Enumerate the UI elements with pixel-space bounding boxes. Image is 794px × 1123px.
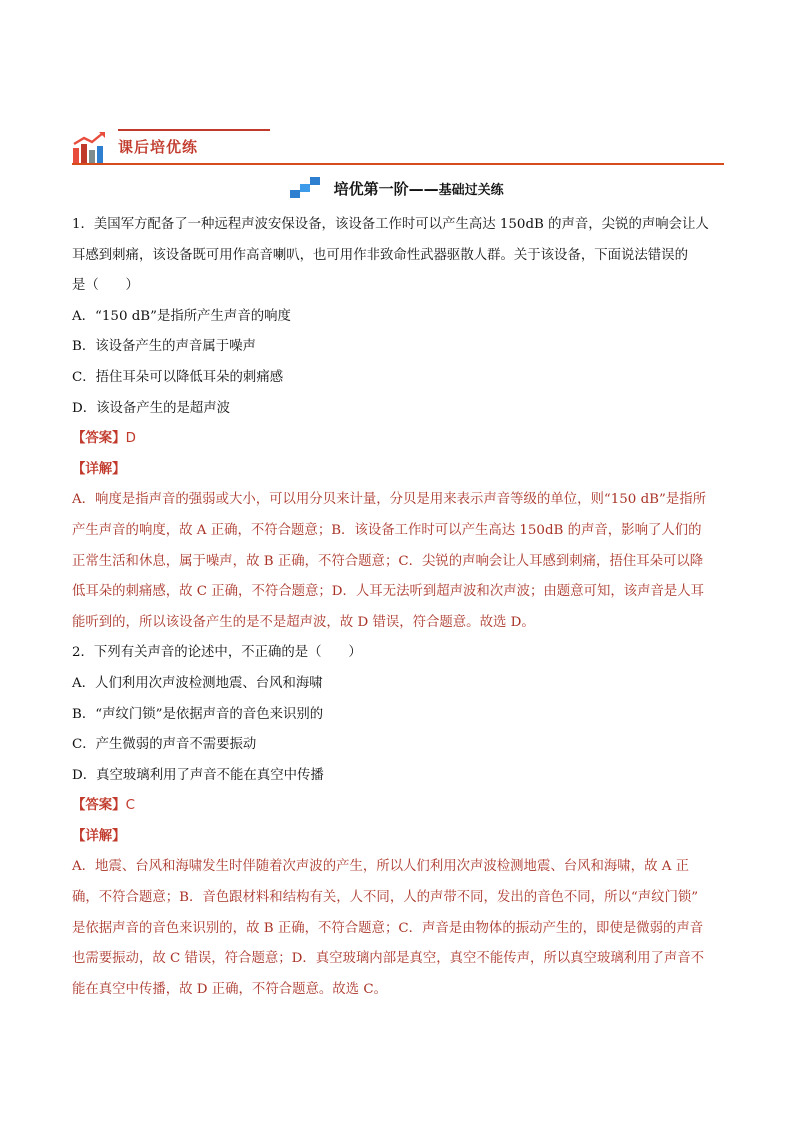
answer (72, 424, 722, 455)
detail-line: 能听到的，所以该设备产生的是不是超声波，故 D 错误，符合题意。故选 D。 (72, 614, 535, 630)
detail-line: 也需要振动，故 C 错误，符合题意；D．真空玻璃内部是真空，真空不能传声，所以真空玻璃利用了声音不 (72, 951, 705, 967)
answer-label: 【答案】 (72, 798, 126, 814)
detail-heading (72, 455, 722, 486)
detail-line: A．地震、台风和海啸发生时伴随着次声波的产生，所以人们利用次声波检测地震、台风和海啸，故 A 正 (72, 859, 690, 875)
question-2 (72, 638, 722, 1005)
header-title: 课后培优练 (118, 138, 199, 156)
growth-chart-icon (72, 130, 108, 164)
detail-line: 低耳朵的刺痛感，故 C 正确，不符合题意；D．人耳无法听到超声波和次声波；由题意可知，该声音是人耳 (72, 584, 705, 600)
answer-label: 【答案】 (72, 431, 126, 447)
section-title-sub: 基础过关练 (438, 183, 504, 198)
question-stem-line: 耳感到刺痛，该设备既可用作高音喇叭，也可用作非致命性武器驱散人群。关于该设备，下面说法错误的 (72, 247, 688, 263)
answer-value: D (125, 431, 136, 447)
option-b: B．“声纹门锁”是依据声音的音色来识别的 (72, 706, 324, 722)
option-a: A．“150 dB”是指所产生声音的响度 (72, 308, 291, 324)
question-stem-line: 是（ ） (72, 278, 139, 294)
option-b: B．该设备产生的声音属于噪声 (72, 339, 256, 355)
section-title-dash: —— (408, 180, 439, 198)
questions (72, 210, 722, 1005)
page-header (72, 124, 724, 168)
option-d: D．该设备产生的是超声波 (72, 400, 231, 416)
answer-value: C (125, 798, 135, 814)
question-stem-line: 1．美国军方配备了一种远程声波安保设备，该设备工作时可以产生高达 150dB 的声音，尖锐的声响会让人 (72, 217, 709, 232)
question-stem-line: 2．下列有关声音的论述中，不正确的是（ ） (72, 645, 362, 661)
option-c: C．产生微弱的声音不需要振动 (72, 737, 257, 753)
detail-line: A．响度是指声音的强弱或大小，可以用分贝来计量，分贝是用来表示声音等级的单位，则“150 dB”是指所 (72, 492, 706, 508)
option-a: A．人们利用次声波检测地震、台风和海啸 (72, 675, 323, 691)
section-title (0, 176, 794, 199)
detail-label: 【详解】 (72, 461, 126, 477)
stairs-icon (290, 176, 322, 198)
detail-heading (72, 822, 722, 853)
detail-line: 确，不符合题意；B．音色跟材料和结构有关，人不同，人的声带不同，发出的音色不同，所以“声纹门锁” (72, 890, 699, 906)
detail-line: 能在真空中传播，故 D 正确，不符合题意。故选 C。 (72, 981, 387, 997)
detail-label: 【详解】 (72, 828, 126, 844)
section-title-main: 培优第一阶 (333, 180, 409, 198)
detail-line: 产生声音的响度，故 A 正确，不符合题意；B．该设备工作时可以产生高达 150dB 的声音，影响了人们的 (72, 522, 702, 538)
detail-line: 是依据声音的音色来识别的，故 B 正确，不符合题意；C．声音是由物体的振动产生的，即使是微弱的声音 (72, 920, 704, 936)
option-d: D．真空玻璃利用了声音不能在真空中传播 (72, 767, 324, 783)
detail-line: 正常生活和休息，属于噪声，故 B 正确，不符合题意；C．尖锐的声响会让人耳感到刺痛，捂住耳朵可以降 (72, 553, 704, 569)
option-c: C．捂住耳朵可以降低耳朵的刺痛感 (72, 369, 284, 385)
question-1 (72, 210, 722, 638)
header-divider (72, 163, 724, 165)
header-overline (118, 129, 270, 131)
answer (72, 791, 722, 822)
